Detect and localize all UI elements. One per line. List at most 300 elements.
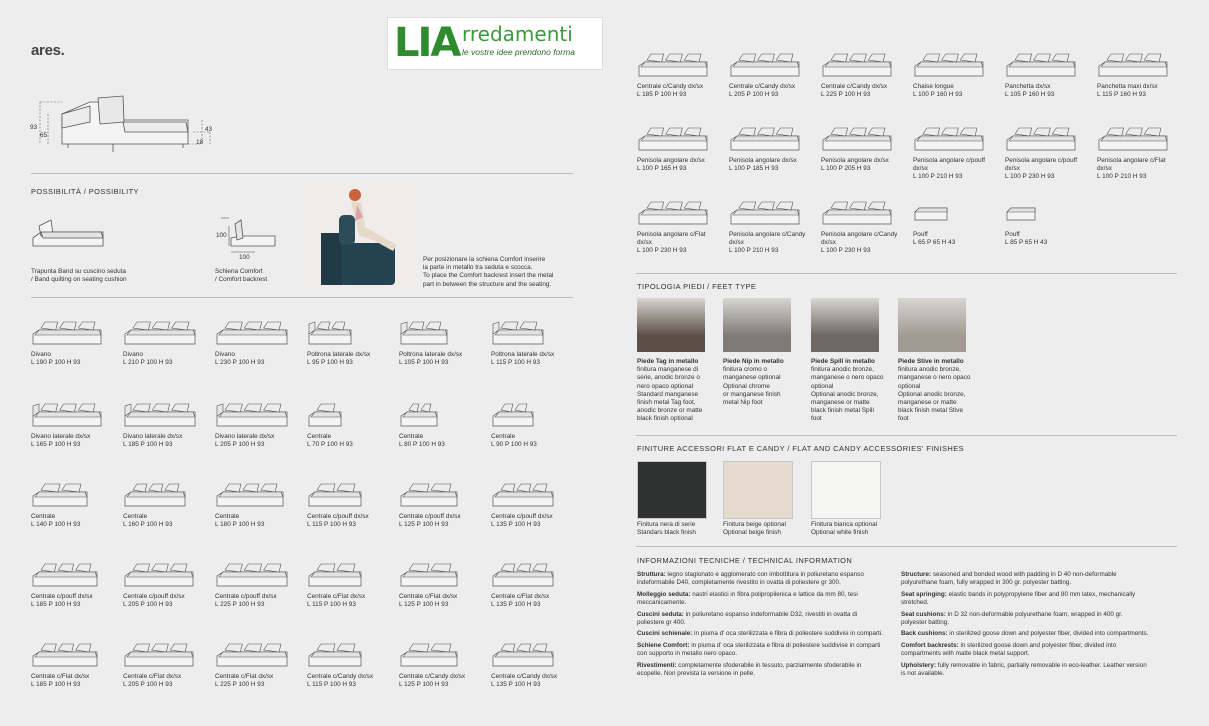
foot-photo	[898, 298, 966, 352]
note-line-3: To place the Comfort backrest insert the metal	[423, 272, 554, 280]
module-dims: L 165 P 100 H 93	[31, 441, 81, 448]
foot-caption-line: finitura manganese di	[637, 366, 699, 374]
logo-tagline: le vostre idee prendono forma	[462, 47, 575, 57]
sofa-module-icon	[399, 400, 475, 430]
module-name: Centrale c/Candy dx/sx	[307, 673, 374, 680]
module-dims: L 205 P 100 H 93	[123, 681, 173, 688]
module-label	[307, 593, 395, 609]
module-dims: L 115 P 100 H 93	[307, 601, 356, 608]
module-name: Centrale c/Flat dx/sx	[399, 593, 458, 600]
module-dims: L 65 P 65 H 43	[913, 239, 956, 246]
foot-caption-line: serie, anodic bronze o	[637, 374, 700, 382]
module-item	[307, 400, 395, 449]
module-name: Centrale c/Flat dx/sx	[491, 593, 550, 600]
module-dims: L 115 P 100 H 93	[491, 359, 540, 366]
sofa-module-icon	[821, 50, 897, 80]
module-dims: L 185 P 100 H 93	[637, 91, 687, 98]
module-dims: L 225 P 100 H 93	[821, 91, 871, 98]
foot-caption-line: optional	[898, 382, 921, 390]
foot-caption-line: Piede Nip in metallo	[723, 358, 784, 365]
module-dims: L 115 P 100 H 93	[307, 681, 356, 688]
tech-term: Struttura:	[637, 571, 666, 578]
module-name: Poltrona laterale dx/sx	[307, 351, 371, 358]
sofa-module-icon	[215, 480, 291, 510]
divider	[636, 273, 1177, 274]
sofa-band-icon	[31, 212, 105, 252]
sofa-module-icon	[729, 50, 805, 80]
comfort-note	[423, 256, 573, 289]
finish-caption-line: Standars black finish	[637, 529, 696, 537]
module-label	[1005, 83, 1087, 99]
sofa-module-icon	[31, 640, 107, 670]
band-quilting-drawing	[31, 212, 105, 252]
possibility-title: POSSIBILITÀ / POSSIBILITY	[31, 187, 139, 196]
module-name: Centrale	[491, 433, 516, 440]
module-label	[491, 351, 579, 367]
module-name: Centrale c/Flat dx/sx	[215, 673, 274, 680]
sofa-module-icon	[31, 560, 107, 590]
foot-caption-line: anodic bronze or matte	[637, 407, 703, 415]
tech-term: Seat cushions:	[901, 610, 946, 618]
module-dims: L 105 P 100 H 93	[399, 359, 449, 366]
module-item	[31, 318, 119, 367]
tech-text: completamente sfoderabile in tessuto, parzialmente sfoderabile in ecopelle. Non prevista la versione in pelle.	[637, 661, 862, 678]
module-item	[913, 124, 995, 181]
module-dims: L 125 P 100 H 93	[399, 681, 449, 688]
foot-caption-line: finitura anodic bronze,	[898, 366, 961, 374]
sofa-module-icon	[913, 50, 989, 80]
foot-caption	[811, 358, 895, 424]
module-label	[215, 433, 303, 449]
foot-caption-line: optional	[811, 382, 834, 390]
sofa-module-icon	[821, 124, 897, 154]
pouff-icon	[1005, 198, 1081, 228]
module-name: Poltrona laterale dx/sx	[399, 351, 463, 358]
tech-paragraph	[901, 642, 1149, 659]
module-item	[821, 198, 903, 255]
foot-caption-line: manganese or matte	[811, 399, 870, 407]
sofa-module-icon	[1097, 124, 1173, 154]
module-item	[729, 124, 811, 173]
store-logo[interactable]	[387, 17, 603, 70]
sofa-module-icon	[399, 480, 475, 510]
module-dims: L 100 P 185 H 93	[729, 165, 779, 172]
module-dims: L 95 P 100 H 93	[307, 359, 353, 366]
module-name: Penisola angolare c/pouff dx/sx	[913, 157, 986, 172]
finish-caption-line: Optional beige finish	[723, 529, 781, 537]
finish-caption	[723, 521, 786, 537]
module-label	[215, 351, 303, 367]
module-item	[729, 198, 811, 255]
module-item	[821, 124, 903, 173]
tech-info-english	[901, 571, 1149, 681]
foot-caption	[637, 358, 721, 424]
tech-paragraph	[901, 591, 1149, 608]
module-label	[399, 433, 487, 449]
finish-swatch	[723, 461, 793, 519]
tech-text: in sterilized goose down and polyester fiber, divided into compartments with matte black metal support.	[901, 641, 1117, 658]
foot-caption-line: finitura anodic bronze,	[811, 366, 874, 374]
dim-h-65: 65	[40, 132, 48, 139]
module-item	[491, 480, 579, 529]
finish-caption-line: Finitura bianca optional	[811, 521, 878, 528]
foot-caption-line: finitura cromo o	[723, 366, 768, 374]
foot-caption-line: Optional anodic bronze,	[898, 390, 966, 398]
sofa-module-icon	[637, 198, 713, 228]
comfort-width: 100	[239, 254, 250, 261]
sofa-module-icon	[821, 198, 897, 228]
module-dims: L 190 P 100 H 93	[31, 359, 81, 366]
module-label	[729, 231, 811, 255]
module-label	[307, 433, 395, 449]
sofa-module-icon	[307, 400, 383, 430]
divider	[636, 435, 1177, 436]
module-name: Poltrona laterale dx/sx	[491, 351, 555, 358]
foot-caption-line: foot	[898, 415, 909, 423]
module-dims: L 100 P 230 H 93	[637, 247, 687, 254]
module-item	[31, 640, 119, 689]
module-item	[637, 50, 719, 99]
module-name: Penisola angolare c/pouff dx/sx	[1005, 157, 1078, 172]
foot-caption-line: black finish optional	[637, 415, 693, 423]
module-label	[307, 351, 395, 367]
tech-text: elastic bands in polypropylene fiber and 80 mm latex, mechanically stretched.	[901, 590, 1136, 607]
tech-term: Comfort backrests:	[901, 641, 959, 649]
sofa-module-icon	[491, 400, 567, 430]
tech-term: Schiene Comfort:	[637, 641, 690, 649]
module-label	[31, 593, 119, 609]
sofa-module-icon	[31, 400, 107, 430]
foot-photo	[811, 298, 879, 352]
sofa-module-icon	[31, 480, 107, 510]
module-name: Pouff	[913, 231, 928, 238]
module-label	[399, 593, 487, 609]
photo-woman-sofa-image	[305, 181, 414, 290]
module-name: Penisola angolare c/Candy dx/sx	[729, 231, 806, 246]
tech-title: INFORMAZIONI TECNICHE / TECHNICAL INFORMATION	[637, 556, 853, 565]
tech-paragraph	[901, 630, 1149, 638]
tech-text: fully removable in fabric, partially removable in eco-leather. Leather version is not available.	[901, 661, 1147, 678]
module-label	[307, 513, 395, 529]
tech-text: in piuma d' oca sterilizzata e fibra di poliestere suddivise in comparti con supporto in metallo nero opaco.	[637, 641, 881, 658]
finishes-title: FINITURE ACCESSORI FLAT E CANDY / FLAT AND CANDY ACCESSORIES' FINISHES	[637, 444, 964, 453]
module-item	[215, 400, 303, 449]
sofa-module-icon	[123, 480, 199, 510]
sofa-module-icon	[637, 50, 713, 80]
module-name: Penisola angolare dx/sx	[637, 157, 705, 164]
sofa-module-icon	[1005, 50, 1081, 80]
module-name: Centrale	[307, 433, 332, 440]
module-label	[637, 83, 719, 99]
module-dims: L 115 P 160 H 93	[1097, 91, 1146, 98]
module-dims: L 230 P 100 H 93	[215, 359, 265, 366]
module-dims: L 205 P 100 H 93	[729, 91, 779, 98]
foot-caption-line: manganese o nero opaco	[811, 374, 884, 382]
module-label	[123, 351, 211, 367]
module-name: Panchetta dx/sx	[1005, 83, 1051, 90]
module-dims: L 100 P 205 H 93	[821, 165, 871, 172]
module-dims: L 125 P 100 H 93	[399, 521, 449, 528]
module-dims: L 100 P 160 H 93	[913, 91, 963, 98]
band-caption-2: / Band quilting on seating cushion	[31, 276, 127, 284]
sofa-module-icon	[729, 198, 805, 228]
foot-caption-line: finish metal Tag foot,	[637, 399, 696, 407]
module-dims: L 225 P 100 H 93	[215, 681, 265, 688]
module-item	[31, 560, 119, 609]
comfort-height: 100	[216, 232, 227, 239]
foot-caption-line: Standard manganese	[637, 390, 699, 398]
sofa-module-icon	[215, 560, 291, 590]
tech-term: Cuscini seduta:	[637, 610, 684, 618]
module-name: Divano laterale dx/sx	[31, 433, 91, 440]
module-name: Divano laterale dx/sx	[215, 433, 275, 440]
note-line-4: part in between the structure and the seating.	[423, 280, 552, 288]
comfort-caption	[215, 268, 267, 284]
foot-caption-line: black finish metal Stive	[898, 407, 963, 415]
sofa-module-icon	[913, 124, 989, 154]
module-label	[491, 673, 579, 689]
foot-caption-line: Optional chrome	[723, 382, 770, 390]
finish-caption	[637, 521, 696, 537]
module-dims: L 100 P 210 H 93	[1097, 173, 1147, 180]
module-name: Pouff	[1005, 231, 1020, 238]
module-label	[215, 673, 303, 689]
module-name: Centrale c/pouff dx/sx	[307, 513, 369, 520]
sofa-module-icon	[215, 318, 291, 348]
divider	[636, 546, 1177, 547]
module-label	[123, 673, 211, 689]
module-item	[729, 50, 811, 99]
module-name: Centrale c/Candy dx/sx	[399, 673, 466, 680]
module-item	[913, 50, 995, 99]
module-label	[821, 231, 903, 255]
finish-swatch	[811, 461, 881, 519]
module-name: Centrale c/Flat dx/sx	[31, 673, 90, 680]
module-dims: L 100 P 210 H 93	[729, 247, 779, 254]
foot-caption-line: Optional anodic bronze,	[811, 390, 879, 398]
module-item	[1005, 198, 1087, 247]
sofa-module-icon	[491, 318, 567, 348]
tech-paragraph	[637, 591, 885, 608]
sofa-module-icon	[491, 640, 567, 670]
module-label	[637, 231, 719, 255]
module-dims: L 100 P 230 H 93	[821, 247, 871, 254]
sofa-module-icon	[31, 318, 107, 348]
foot-caption-line: Piede Spill in metallo	[811, 358, 875, 365]
foot-photo	[637, 298, 705, 352]
module-dims: L 140 P 100 H 93	[31, 521, 81, 528]
module-dims: L 90 P 100 H 93	[491, 441, 537, 448]
module-dims: L 210 P 100 H 93	[123, 359, 173, 366]
module-item	[307, 560, 395, 609]
module-dims: L 115 P 100 H 93	[307, 521, 356, 528]
foot-caption-line: black finish metal Spill	[811, 407, 874, 415]
comfort-backrest-drawing	[215, 212, 285, 264]
tech-text: nastri elastici in fibra polipropilenica e lattice da mm 80, tesi meccanicamente.	[637, 590, 858, 607]
module-label	[1005, 157, 1087, 181]
module-item	[491, 318, 579, 367]
module-item	[491, 400, 579, 449]
tech-term: Molleggio seduta:	[637, 590, 691, 598]
module-label	[821, 83, 903, 99]
logo-big: LIA	[394, 20, 460, 66]
tech-text: in piuma d' oca sterilizzata e fibra di poliestere suddivisi in comparti.	[692, 630, 883, 638]
tech-term: Back cushions:	[901, 630, 948, 638]
module-dims: L 80 P 100 H 93	[399, 441, 445, 448]
comfort-caption-1: Schiena Comfort	[215, 268, 263, 275]
module-item	[123, 400, 211, 449]
module-name: Panchetta maxi dx/sx	[1097, 83, 1158, 90]
module-item	[821, 50, 903, 99]
module-label	[1097, 83, 1179, 99]
module-item	[491, 560, 579, 609]
module-item	[307, 480, 395, 529]
module-name: Centrale c/pouff dx/sx	[215, 593, 277, 600]
tech-paragraph	[901, 571, 1149, 588]
module-name: Centrale	[215, 513, 240, 520]
module-label	[729, 83, 811, 99]
module-label	[913, 157, 995, 181]
module-item	[399, 400, 487, 449]
tech-term: Structure:	[901, 571, 932, 578]
module-item	[215, 318, 303, 367]
finish-caption-line: Finitura nera di serie	[637, 521, 696, 528]
module-item	[399, 318, 487, 367]
module-label	[215, 593, 303, 609]
sofa-module-icon	[1097, 50, 1173, 80]
module-name: Divano	[123, 351, 143, 358]
tech-text: in sterilized goose down and polyester fiber, divided into compartments.	[947, 630, 1149, 638]
module-label	[399, 513, 487, 529]
module-name: Centrale c/Flat dx/sx	[307, 593, 366, 600]
module-dims: L 100 P 230 H 93	[1005, 173, 1055, 180]
module-dims: L 125 P 100 H 93	[399, 601, 449, 608]
tech-paragraph	[901, 611, 1149, 628]
sofa-module-icon	[215, 640, 291, 670]
module-name: Penisola angolare c/Flat dx/sx	[637, 231, 706, 246]
comfort-caption-2: / Comfort backrest	[215, 276, 268, 284]
foot-caption-line: Piede Tag in metallo	[637, 358, 699, 365]
module-label	[123, 433, 211, 449]
module-dims: L 70 P 100 H 93	[307, 441, 353, 448]
module-label	[215, 513, 303, 529]
sofa-module-icon	[215, 400, 291, 430]
module-label	[123, 513, 211, 529]
module-item	[399, 560, 487, 609]
finish-caption-line: Optional white finish	[811, 529, 869, 537]
tech-paragraph	[637, 642, 885, 659]
foot-caption-line: manganese optional	[723, 374, 781, 382]
module-name: Centrale c/pouff dx/sx	[123, 593, 185, 600]
foot-caption-line: metal Nip foot	[723, 399, 763, 407]
module-name: Centrale c/Candy dx/sx	[729, 83, 796, 90]
module-name: Centrale c/pouff dx/sx	[491, 513, 553, 520]
module-item	[1097, 124, 1179, 181]
module-item	[31, 400, 119, 449]
module-dims: L 205 P 100 H 93	[123, 601, 173, 608]
sofa-module-icon	[399, 318, 475, 348]
module-name: Chaise longue	[913, 83, 954, 90]
brand-name: ares.	[31, 42, 65, 59]
tech-info-italian	[637, 571, 885, 681]
module-label	[123, 593, 211, 609]
note-line-1: Per posizionare la schiena Comfort inserire	[423, 256, 546, 263]
module-item	[123, 640, 211, 689]
tech-term: Cuscini schienale:	[637, 630, 693, 638]
sofa-module-icon	[123, 640, 199, 670]
module-item	[123, 318, 211, 367]
module-dims: L 185 P 100 H 93	[31, 601, 81, 608]
module-name: Divano laterale dx/sx	[123, 433, 183, 440]
module-label	[637, 157, 719, 173]
module-label	[1005, 231, 1087, 247]
foot-caption-line: or manganese finish	[723, 390, 781, 398]
module-item	[913, 198, 995, 247]
foot-caption-line: manganese o nero opaco	[898, 374, 971, 382]
module-item	[307, 318, 395, 367]
sofa-module-icon	[307, 560, 383, 590]
module-item	[215, 560, 303, 609]
tech-term: Rivestimenti:	[637, 661, 677, 669]
sofa-module-icon	[123, 560, 199, 590]
finish-swatch	[637, 461, 707, 519]
pouff-icon	[913, 198, 989, 228]
armchair-dimension-icon	[28, 92, 218, 162]
module-label	[913, 231, 995, 247]
band-caption	[31, 268, 127, 284]
module-label	[821, 157, 903, 173]
module-item	[123, 560, 211, 609]
module-label	[399, 673, 487, 689]
sofa-module-icon	[307, 640, 383, 670]
module-label	[31, 673, 119, 689]
module-name: Centrale c/Candy dx/sx	[491, 673, 558, 680]
module-dims: L 100 P 165 H 93	[637, 165, 687, 172]
note-line-2: la parte in metallo tra seduta e scocca.	[423, 264, 533, 272]
tech-paragraph	[637, 630, 885, 638]
module-item	[307, 640, 395, 689]
tech-text: legno stagionato e agglomerato con imbottitura in poliuretano espanso indeformabile D40, completamente rivestito in ovatta di poliestere gr 300.	[637, 571, 864, 587]
module-dims: L 185 P 100 H 93	[31, 681, 81, 688]
feet-title: TIPOLOGIA PIEDI / FEET TYPE	[637, 282, 757, 291]
module-item	[1005, 50, 1087, 99]
module-name: Centrale	[123, 513, 148, 520]
divider	[31, 297, 573, 298]
module-name: Penisola angolare c/Flat dx/sx	[1097, 157, 1166, 172]
module-name: Divano	[215, 351, 235, 358]
module-name: Penisola angolare c/Candy dx/sx	[821, 231, 898, 246]
dim-h-43: 43	[205, 126, 213, 133]
module-dims: L 135 P 100 H 93	[491, 601, 541, 608]
sofa-module-icon	[1005, 124, 1081, 154]
module-name: Penisola angolare dx/sx	[821, 157, 889, 164]
divider	[31, 173, 573, 174]
dim-h-93: 93	[30, 124, 38, 131]
tech-term: Seat springing:	[901, 590, 947, 598]
module-label	[491, 593, 579, 609]
module-item	[637, 198, 719, 255]
tech-paragraph	[637, 571, 885, 588]
module-item	[637, 124, 719, 173]
module-label	[913, 83, 995, 99]
module-label	[1097, 157, 1179, 181]
module-name: Divano	[31, 351, 51, 358]
tech-text: in poliuretano espanso indeformabile D32, rivestiti in ovatta di poliestere gr 400.	[637, 610, 858, 627]
foot-caption-line: nero opaco optional	[637, 382, 694, 390]
sofa-module-icon	[307, 480, 383, 510]
module-label	[307, 673, 395, 689]
foot-photo	[723, 298, 791, 352]
